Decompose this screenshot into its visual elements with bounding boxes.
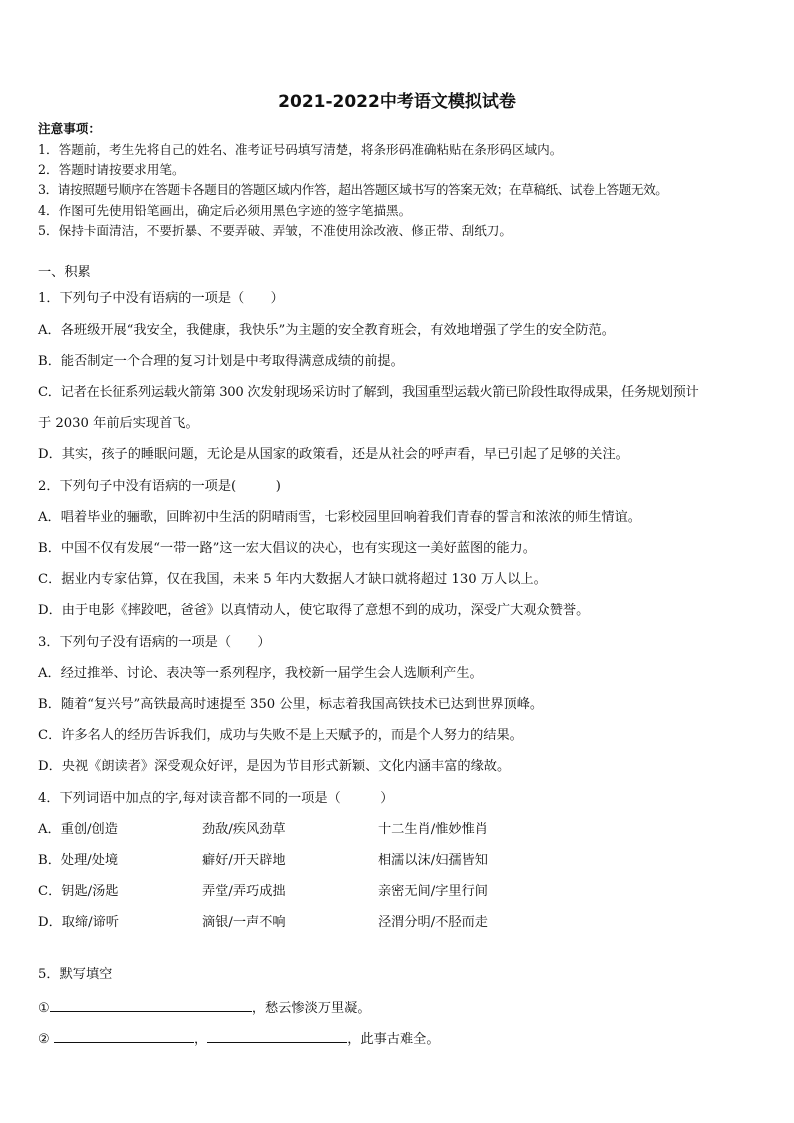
option-b: B．随着“复兴号”高铁最高时速提至 350 公里，标志着我国高铁技术已达到世界顶峰。 bbox=[38, 697, 544, 712]
answer-blank[interactable] bbox=[50, 998, 252, 1012]
question-stem: 3．下列句子没有语病的一项是（ ） bbox=[38, 635, 271, 650]
notice-heading: 注意事项： bbox=[38, 121, 101, 136]
notice-item: 1．答题前，考生先将自己的姓名、准考证号码填写清楚，将条形码准确粘贴在条形码区域内。 bbox=[38, 142, 563, 157]
option-d: D．央视《朗读者》深受观众好评，是因为节目形式新颖、文化内涵丰富的缘故。 bbox=[38, 759, 511, 774]
answer-blank[interactable] bbox=[207, 1029, 347, 1043]
verse-text: ，此事古难全。 bbox=[347, 1032, 440, 1047]
option-d-col2: 滴银/一声不响 bbox=[202, 915, 286, 930]
question-stem: 4．下列词语中加点的字,每对读音都不同的一项是（ ） bbox=[38, 791, 394, 806]
option-d: D．由于电影《摔跤吧，爸爸》以真情动人，使它取得了意想不到的成功，深受广大观众赞誉。 bbox=[38, 603, 590, 618]
question-stem: 5．默写填空 bbox=[38, 967, 113, 982]
section-heading: 一、积累 bbox=[38, 265, 91, 280]
option-c: C．据业内专家估算，仅在我国，未来 5 年内大数据人才缺口就将超过 130 万人以上。 bbox=[38, 572, 547, 587]
option-b-col1: B．处理/处境 bbox=[38, 853, 119, 868]
question-stem: 2．下列句子中没有语病的一项是( ) bbox=[38, 479, 281, 494]
notice-item: 3．请按照题号顺序在答题卡各题目的答题区域内作答，超出答题区域书写的答案无效；在草稿纸、试卷上答题无效。 bbox=[38, 182, 668, 197]
option-b-col2: 癖好/开天辟地 bbox=[202, 853, 286, 868]
option-d-col3: 泾渭分明/不胫而走 bbox=[378, 915, 488, 930]
notice-item: 4．作图可先使用铅笔画出，确定后必须用黑色字迹的签字笔描黑。 bbox=[38, 203, 412, 218]
question-stem: 1．下列句子中没有语病的一项是（ ） bbox=[38, 291, 284, 306]
separator: ， bbox=[194, 1032, 208, 1047]
option-a: A．经过推举、讨论、表决等一系列程序，我校新一届学生会人选顺利产生。 bbox=[38, 666, 483, 681]
option-d-col1: D．取缔/谛听 bbox=[38, 915, 119, 930]
circled-number: ① bbox=[38, 1001, 50, 1016]
option-c: C．许多名人的经历告诉我们，成功与失败不是上天赋予的，而是个人努力的结果。 bbox=[38, 728, 523, 743]
option-c-col3: 亲密无间/字里行间 bbox=[378, 884, 488, 899]
option-c-col2: 弄堂/弄巧成拙 bbox=[202, 884, 286, 899]
fill-line-2 bbox=[38, 1029, 440, 1049]
option-b-col3: 相濡以沫/妇孺皆知 bbox=[378, 853, 488, 868]
verse-text: ，愁云惨淡万里凝。 bbox=[251, 1001, 371, 1016]
option-a-col2: 劲敌/疾风劲草 bbox=[202, 822, 286, 837]
option-a-col1: A．重创/创造 bbox=[38, 822, 118, 837]
option-c-col1: C．钥匙/汤匙 bbox=[38, 884, 119, 899]
fill-line-1 bbox=[38, 998, 371, 1018]
notice-item: 5．保持卡面清洁，不要折暴、不要弄破、弄皱，不准使用涂改液、修正带、刮纸刀。 bbox=[38, 223, 512, 238]
option-b: B．中国不仅有发展“一带一路”这一宏大倡议的决心，也有实现这一美好蓝图的能力。 bbox=[38, 541, 536, 556]
page-title: 2021-2022中考语文模拟试卷 bbox=[278, 92, 516, 112]
option-b: B．能否制定一个合理的复习计划是中考取得满意成绩的前提。 bbox=[38, 354, 404, 369]
option-a-col3: 十二生肖/惟妙惟肖 bbox=[378, 822, 488, 837]
option-c: C．记者在长征系列运载火箭第 300 次发射现场采访时了解到，我国重型运载火箭已阶段性取得成果，任务规划预计 bbox=[38, 385, 699, 400]
option-a: A．各班级开展“我安全，我健康，我快乐”为主题的安全教育班会，有效地增强了学生的安全防范。 bbox=[38, 323, 615, 338]
option-a: A．唱着毕业的骊歌，回眸初中生活的阴晴雨雪，七彩校园里回响着我们青春的誓言和浓浓的师生情谊。 bbox=[38, 510, 641, 525]
option-d: D．其实，孩子的睡眠问题，无论是从国家的政策看，还是从社会的呼声看，早已引起了足够的关注。 bbox=[38, 447, 629, 462]
answer-blank[interactable] bbox=[54, 1029, 194, 1043]
circled-number: ② bbox=[38, 1032, 50, 1047]
notice-item: 2．答题时请按要求用笔。 bbox=[38, 162, 185, 177]
option-c-continued: 于 2030 年前后实现首飞。 bbox=[38, 416, 199, 431]
